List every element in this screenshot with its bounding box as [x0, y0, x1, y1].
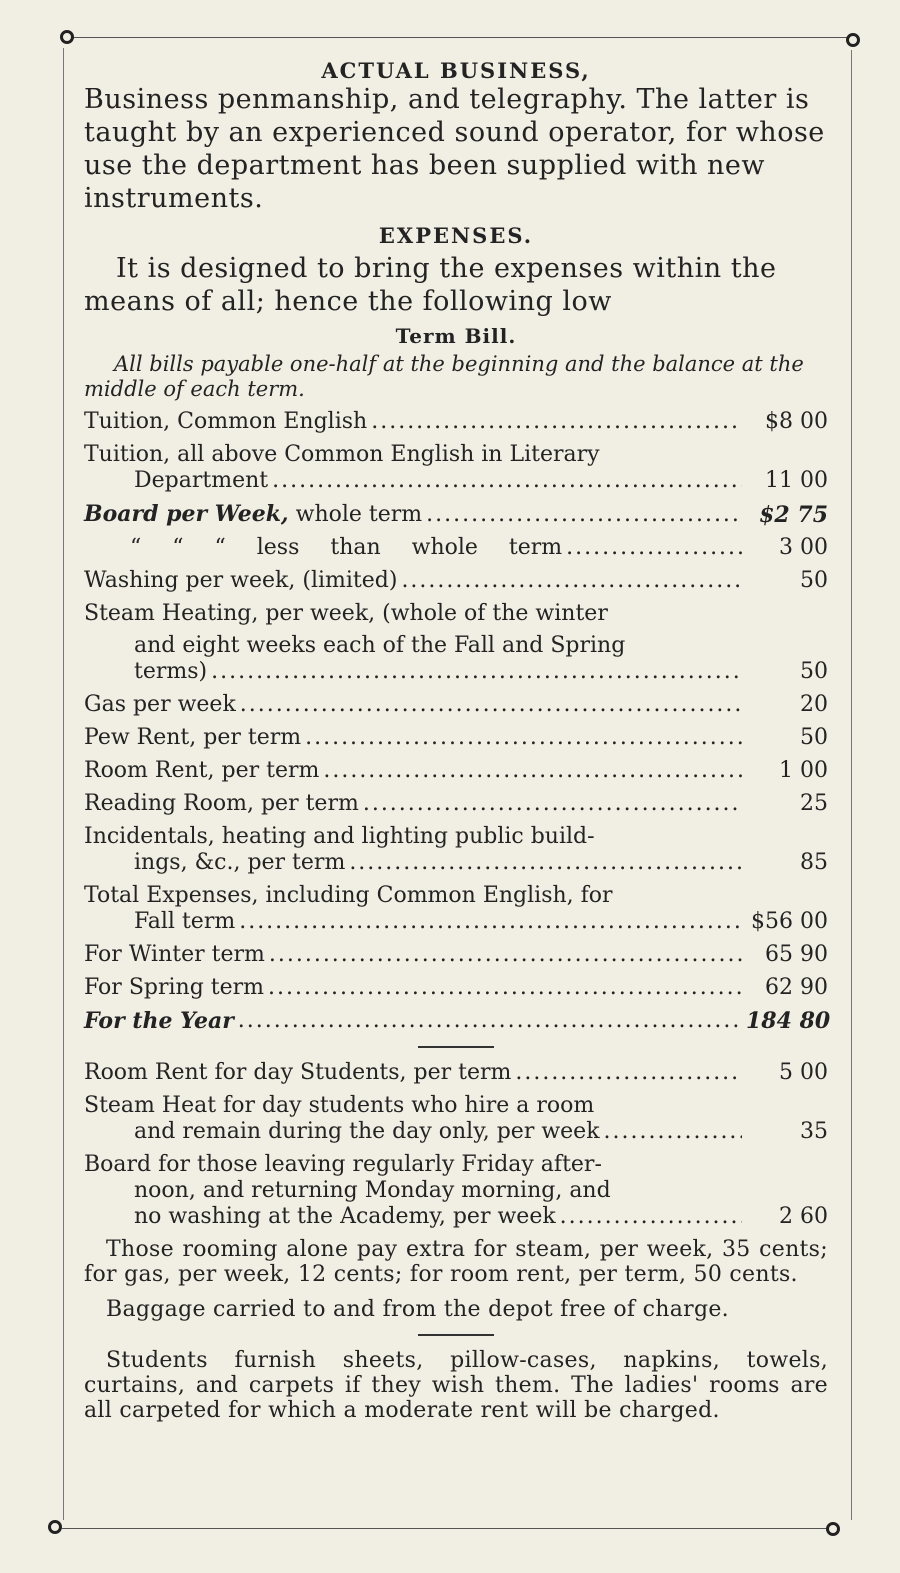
- bill-item-tuition-literary: [84, 442, 828, 494]
- section-divider: [418, 1334, 494, 1336]
- left-border-rule: [63, 48, 64, 1520]
- right-border-rule: [851, 50, 852, 1520]
- bottom-border-rule: [62, 1528, 832, 1529]
- day-item-room-rent: [84, 1060, 828, 1086]
- actual-business-text: Business penmanship, and telegraphy. The latter is taught by an experienced sound operator, for whose use the department has been supplied with new instruments.: [84, 84, 825, 214]
- bill-item-label-line: Total Expenses, including Common English, for: [84, 883, 613, 908]
- bill-item-reading-room: [84, 791, 828, 817]
- day-item-amount: 35: [800, 1119, 828, 1144]
- rooming-note: Those rooming alone pay extra for steam, per week, 35 cents; for gas, per week, 12 cents; for room rent, per term, 50 cents.: [84, 1237, 828, 1287]
- bill-item-label-line: Tuition, all above Common English in Literary: [84, 442, 600, 467]
- bill-item-label: terms): [134, 659, 208, 684]
- day-item-amount: 2 60: [779, 1204, 828, 1229]
- day-item-amount: 5 00: [779, 1060, 828, 1085]
- bill-item-amount: 50: [800, 568, 828, 593]
- bill-item-gas: [84, 692, 828, 718]
- day-student-list: [84, 1060, 828, 1230]
- page-content: [84, 58, 831, 1423]
- heading-actual-business: ACTUAL BUSINESS,: [321, 58, 591, 83]
- bill-item-board-partial: [84, 535, 828, 561]
- day-item-board-weekend: [84, 1152, 828, 1230]
- bill-item-board-whole: [84, 501, 828, 528]
- bill-item-label: For Spring term: [84, 975, 265, 1000]
- bill-item-amount: 1 00: [779, 758, 828, 783]
- bill-item-amount: $2 75: [759, 502, 828, 528]
- bill-item-amount: $8 00: [765, 409, 828, 434]
- term-bill-note: All bills payable one-half at the beginning and the balance at the middle of each term.: [84, 352, 804, 401]
- day-item-label: no washing at the Academy, per week: [134, 1204, 556, 1229]
- bill-item-amount: $56 00: [751, 909, 828, 934]
- day-item-label-line: Board for those leaving regularly Friday after-: [84, 1152, 602, 1177]
- bill-item-amount: 62 90: [765, 975, 828, 1000]
- bill-item-pew-rent: [84, 725, 828, 751]
- bill-item-incidentals: [84, 824, 828, 876]
- day-item-steam-heat: [84, 1093, 828, 1145]
- bill-item-room-rent: [84, 758, 828, 784]
- bill-item-winter: [84, 942, 828, 968]
- bill-item-amount: 3 00: [779, 535, 828, 560]
- bill-item-label: “ “ “ less than whole term: [130, 535, 563, 560]
- bill-item-label: ings, &c., per term: [134, 850, 346, 875]
- bill-item-total-fall: [84, 883, 828, 935]
- bill-item-amount: 50: [800, 725, 828, 750]
- bill-item-label-line: Steam Heating, per week, (whole of the winter: [84, 601, 608, 626]
- bill-item-label-emphasis: Board per Week,: [84, 501, 289, 527]
- bill-item-washing: [84, 568, 828, 594]
- bill-item-label: Washing per week, (limited): [84, 568, 398, 593]
- day-item-label-line: noon, and returning Monday morning, and: [134, 1178, 611, 1203]
- bill-item-label: Reading Room, per term: [84, 791, 359, 816]
- corner-ring-top-right: [846, 33, 860, 47]
- furnish-note: Students furnish sheets, pillow-cases, napkins, towels, curtains, and carpets if they wish them. The ladies' rooms are all carpeted for which a moderate rent will be charged.: [84, 1348, 828, 1423]
- day-item-label: and remain during the day only, per week: [134, 1119, 600, 1144]
- bill-item-tuition-common: [84, 409, 828, 435]
- bill-item-label: Fall term: [134, 909, 236, 934]
- day-item-label: Room Rent for day Students, per term: [84, 1060, 512, 1085]
- expenses-text: It is designed to bring the expenses within the means of all; hence the following low: [84, 253, 777, 317]
- bill-item-year: [84, 1008, 831, 1034]
- top-border-rule: [70, 37, 848, 38]
- bill-item-label: whole term: [295, 502, 423, 527]
- bill-item-amount: 25: [800, 791, 828, 816]
- bill-item-amount: 184 80: [746, 1008, 831, 1034]
- section-divider: [418, 1046, 494, 1048]
- bill-item-label: Department: [134, 468, 269, 493]
- bill-item-amount: 20: [800, 692, 828, 717]
- bill-item-label: For Winter term: [84, 942, 265, 967]
- day-item-label-line: Steam Heat for day students who hire a room: [84, 1093, 595, 1118]
- term-bill-list: [84, 409, 831, 1034]
- corner-ring-top-left: [60, 30, 74, 44]
- term-bill-title: Term Bill.: [395, 324, 517, 348]
- bill-item-spring: [84, 975, 828, 1001]
- bill-item-amount: 50: [800, 659, 828, 684]
- bill-item-amount: 85: [800, 850, 828, 875]
- bill-item-steam-heating: [84, 601, 828, 685]
- bill-item-label-line: and eight weeks each of the Fall and Spring: [134, 633, 626, 658]
- bill-item-amount: 65 90: [765, 942, 828, 967]
- bill-item-label: Tuition, Common English: [84, 409, 368, 434]
- corner-ring-bottom-right: [826, 1522, 840, 1536]
- bill-item-label: Pew Rent, per term: [84, 725, 302, 750]
- bill-item-amount: 11 00: [765, 468, 828, 493]
- bill-item-label: Room Rent, per term: [84, 758, 320, 783]
- heading-expenses: EXPENSES.: [378, 223, 534, 248]
- baggage-note: Baggage carried to and from the depot free of charge.: [106, 1297, 729, 1322]
- corner-ring-bottom-left: [48, 1520, 62, 1534]
- bill-item-label: Gas per week: [84, 692, 236, 717]
- bill-item-label: For the Year: [84, 1008, 234, 1034]
- bill-item-label-line: Incidentals, heating and lighting public build-: [84, 824, 595, 849]
